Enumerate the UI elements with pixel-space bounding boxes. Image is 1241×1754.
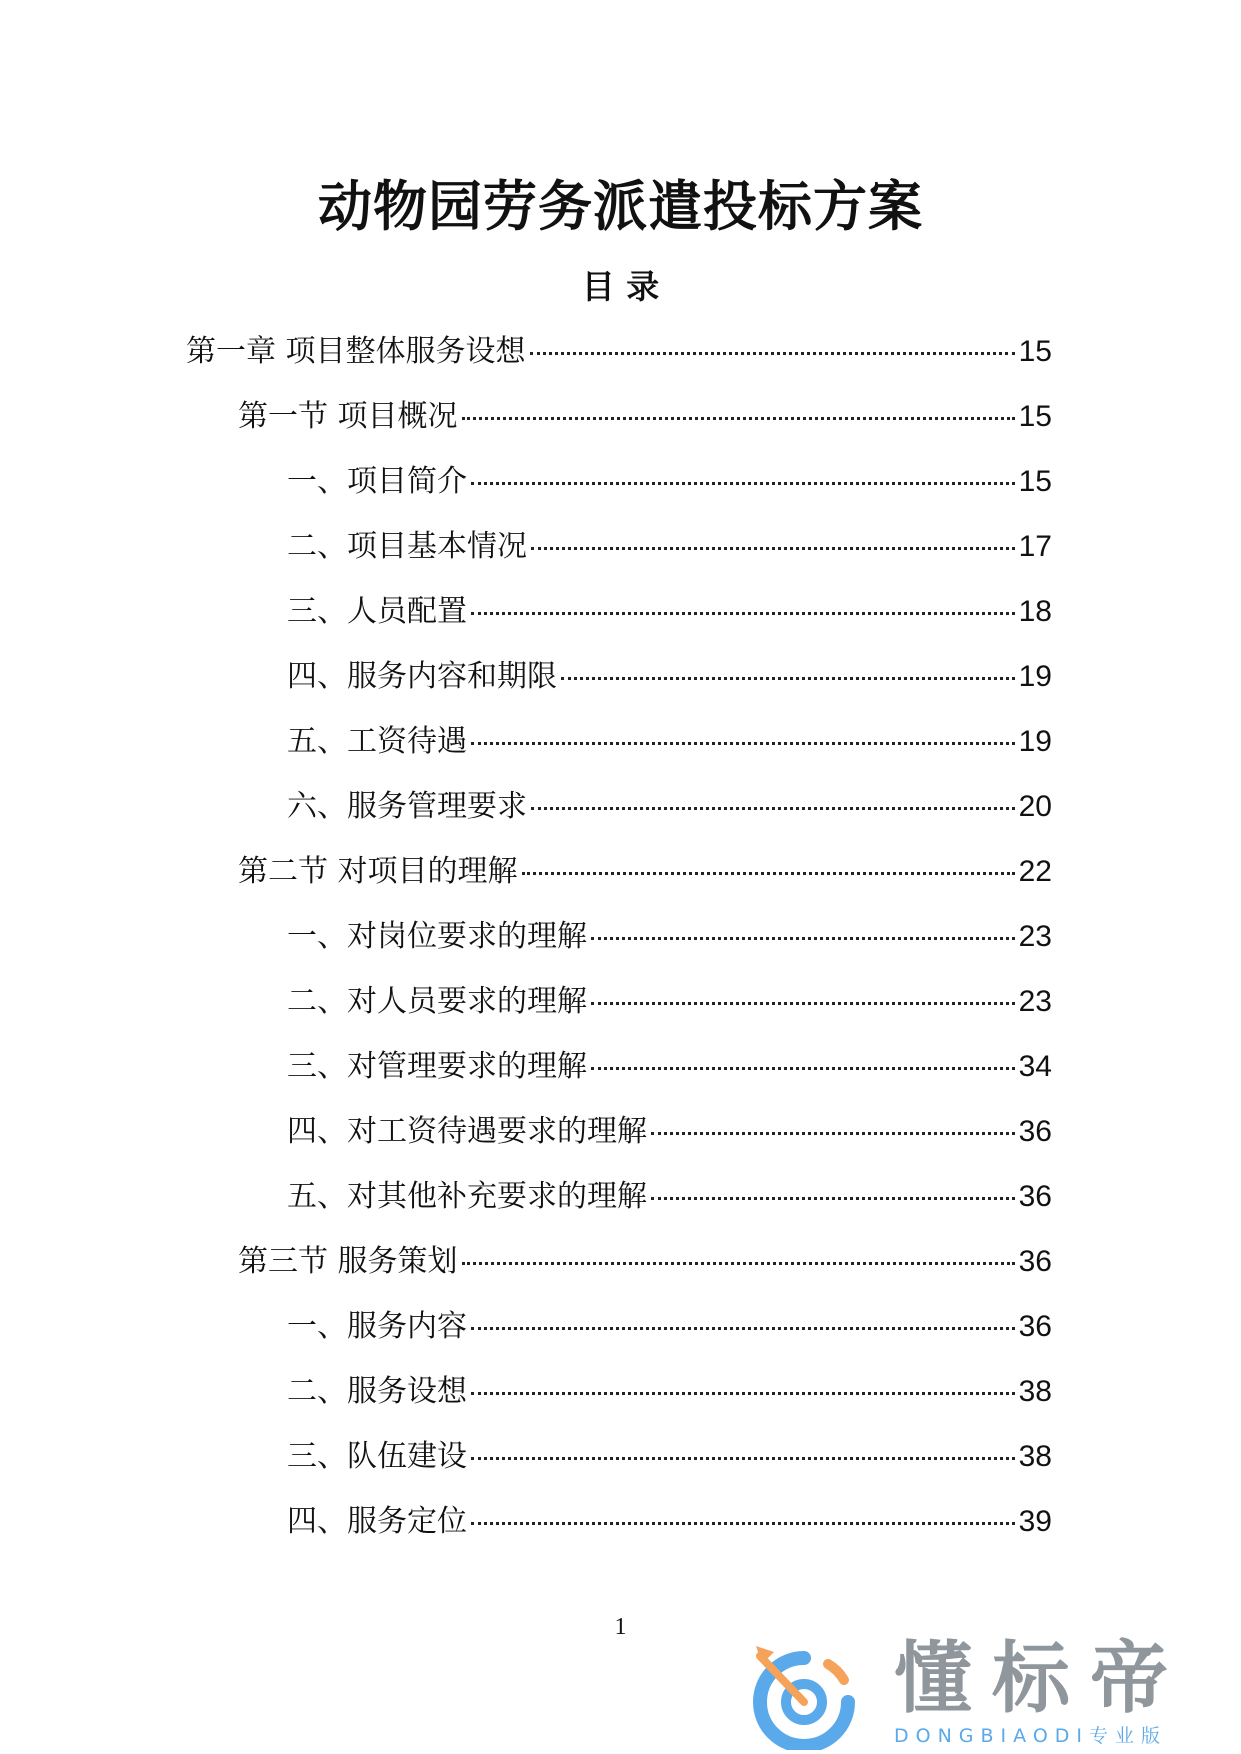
toc-entry-page: 34 bbox=[1018, 1050, 1052, 1083]
toc-entry-label: 五、工资待遇 bbox=[287, 724, 467, 759]
toc-entry[interactable] bbox=[186, 980, 1052, 1045]
toc-entry-page: 36 bbox=[1018, 1245, 1052, 1278]
toc-entry-page: 15 bbox=[1018, 465, 1052, 498]
toc-dot-leader bbox=[561, 677, 1015, 680]
toc-dot-leader bbox=[471, 1457, 1015, 1460]
toc-dot-leader bbox=[471, 612, 1015, 615]
toc-dot-leader bbox=[522, 872, 1015, 875]
toc-entry-page: 15 bbox=[1018, 400, 1052, 433]
toc-entry[interactable] bbox=[186, 330, 1052, 395]
toc-entry[interactable] bbox=[186, 1305, 1052, 1370]
toc-entry-page: 38 bbox=[1018, 1440, 1052, 1473]
toc-dot-leader bbox=[471, 1392, 1015, 1395]
toc-entry[interactable] bbox=[186, 1045, 1052, 1110]
toc-entry-page: 18 bbox=[1018, 595, 1052, 628]
toc-entry-page: 39 bbox=[1018, 1505, 1052, 1538]
toc-entry-label: 四、对工资待遇要求的理解 bbox=[287, 1114, 647, 1149]
toc-entry-page: 19 bbox=[1018, 660, 1052, 693]
toc-entry[interactable] bbox=[186, 395, 1052, 460]
toc-entry-page: 23 bbox=[1018, 985, 1052, 1018]
toc-dot-leader bbox=[651, 1197, 1015, 1200]
toc-entry-label: 四、服务定位 bbox=[287, 1504, 467, 1539]
toc-entry-page: 38 bbox=[1018, 1375, 1052, 1408]
toc-entry-label: 第三节 服务策划 bbox=[238, 1244, 458, 1279]
toc-entry-label: 二、对人员要求的理解 bbox=[287, 984, 587, 1019]
toc-dot-leader bbox=[591, 1002, 1015, 1005]
toc-dot-leader bbox=[530, 352, 1015, 355]
toc-entry-page: 17 bbox=[1018, 530, 1052, 563]
document-title: 动物园劳务派遣投标方案 bbox=[318, 175, 923, 238]
toc-entry[interactable] bbox=[186, 1175, 1052, 1240]
toc-entry-label: 三、人员配置 bbox=[287, 594, 467, 629]
watermark-brand: 懂标帝 bbox=[894, 1634, 1189, 1724]
toc-entry-page: 23 bbox=[1018, 920, 1052, 953]
toc-dot-leader bbox=[471, 1327, 1015, 1330]
toc-dot-leader bbox=[462, 417, 1015, 420]
toc-entry[interactable] bbox=[186, 1370, 1052, 1435]
toc-entry[interactable] bbox=[186, 525, 1052, 590]
toc-dot-leader bbox=[471, 1522, 1015, 1525]
toc-entry[interactable] bbox=[186, 1435, 1052, 1500]
toc-entry[interactable] bbox=[186, 655, 1052, 720]
toc-entry-page: 22 bbox=[1018, 855, 1052, 888]
toc-heading: 目 录 bbox=[581, 267, 660, 306]
toc-entry[interactable] bbox=[186, 590, 1052, 655]
toc-entry-label: 一、对岗位要求的理解 bbox=[287, 919, 587, 954]
toc-entry-label: 六、服务管理要求 bbox=[287, 789, 527, 824]
toc-dot-leader bbox=[591, 937, 1015, 940]
toc-entry-label: 第一章 项目整体服务设想 bbox=[186, 334, 526, 369]
toc-entry-label: 第二节 对项目的理解 bbox=[238, 854, 518, 889]
toc-dot-leader bbox=[471, 482, 1015, 485]
table-of-contents bbox=[186, 330, 1052, 1565]
toc-dot-leader bbox=[531, 807, 1015, 810]
toc-entry[interactable] bbox=[186, 850, 1052, 915]
toc-entry-label: 二、服务设想 bbox=[287, 1374, 467, 1409]
toc-dot-leader bbox=[462, 1262, 1015, 1265]
toc-entry-page: 36 bbox=[1018, 1310, 1052, 1343]
toc-entry-label: 二、项目基本情况 bbox=[287, 529, 527, 564]
toc-entry-page: 19 bbox=[1018, 725, 1052, 758]
watermark-subtitle: DONGBIAODI专业版 bbox=[894, 1725, 1168, 1747]
toc-dot-leader bbox=[591, 1067, 1015, 1070]
toc-dot-leader bbox=[471, 742, 1015, 745]
target-arrow-icon bbox=[744, 1638, 874, 1750]
toc-entry-page: 36 bbox=[1018, 1180, 1052, 1213]
toc-dot-leader bbox=[531, 547, 1015, 550]
toc-entry-label: 四、服务内容和期限 bbox=[287, 659, 557, 694]
toc-entry-label: 三、对管理要求的理解 bbox=[287, 1049, 587, 1084]
toc-entry-page: 36 bbox=[1018, 1115, 1052, 1148]
toc-entry-page: 15 bbox=[1018, 335, 1052, 368]
watermark bbox=[744, 1634, 1224, 1750]
toc-entry-label: 第一节 项目概况 bbox=[238, 399, 458, 434]
toc-entry[interactable] bbox=[186, 1110, 1052, 1175]
toc-entry-page: 20 bbox=[1018, 790, 1052, 823]
toc-entry-label: 五、对其他补充要求的理解 bbox=[287, 1179, 647, 1214]
toc-entry[interactable] bbox=[186, 785, 1052, 850]
toc-entry-label: 一、项目简介 bbox=[287, 464, 467, 499]
toc-entry-label: 一、服务内容 bbox=[287, 1309, 467, 1344]
toc-entry[interactable] bbox=[186, 915, 1052, 980]
toc-entry[interactable] bbox=[186, 460, 1052, 525]
toc-dot-leader bbox=[651, 1132, 1015, 1135]
toc-entry[interactable] bbox=[186, 1240, 1052, 1305]
page-number: 1 bbox=[614, 1614, 627, 1640]
toc-entry-label: 三、队伍建设 bbox=[287, 1439, 467, 1474]
toc-entry[interactable] bbox=[186, 1500, 1052, 1565]
toc-entry[interactable] bbox=[186, 720, 1052, 785]
